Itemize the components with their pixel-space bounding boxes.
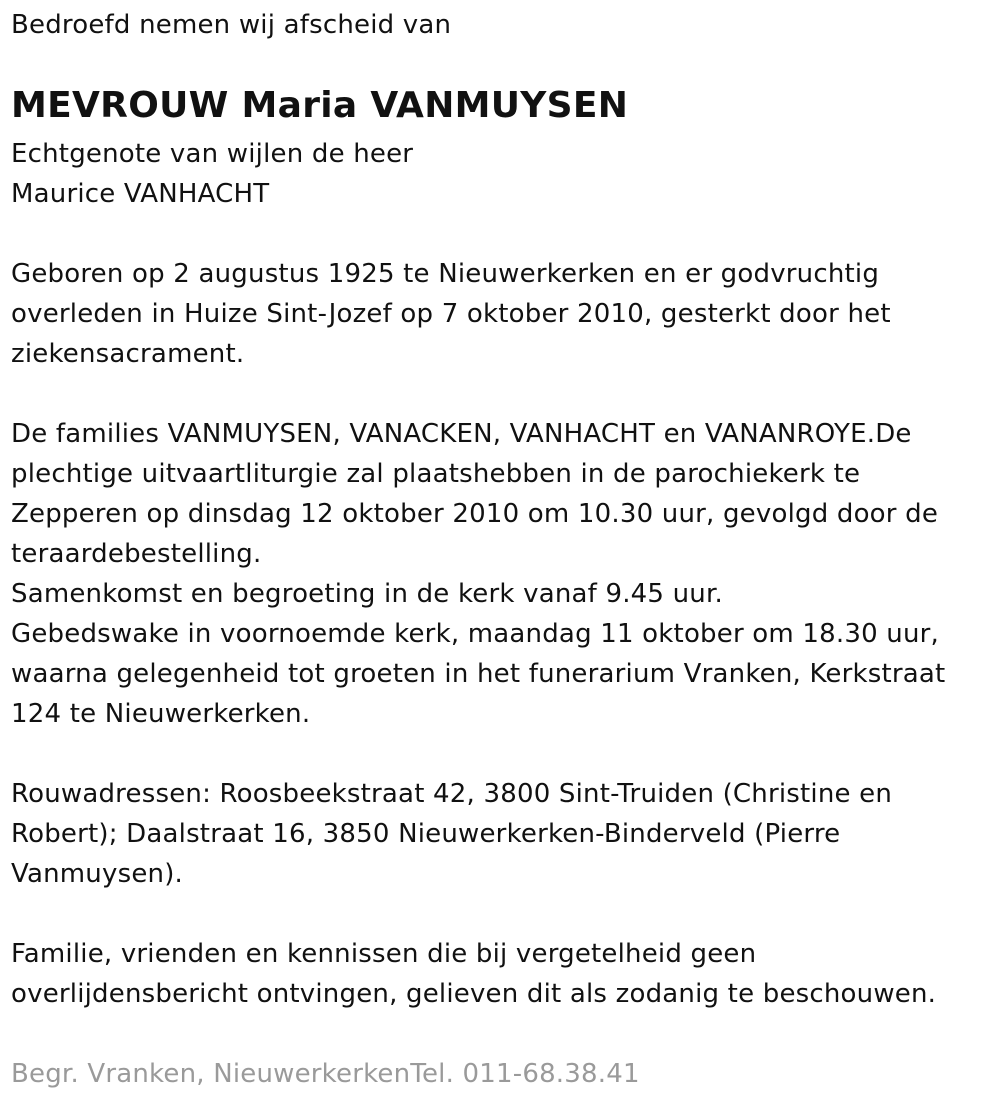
- spouse-block: [11, 134, 413, 214]
- paragraph-line: Zepperen op dinsdag 12 oktober 2010 om 10.30 uur, gevolgd door de: [11, 499, 939, 529]
- spouse-line: Maurice VANHACHT: [11, 179, 270, 209]
- funeral-paragraph: [11, 414, 945, 734]
- paragraph-line: 124 te Nieuwerkerken.: [11, 699, 311, 729]
- paragraph-line: teraardebestelling.: [11, 539, 262, 569]
- intro-text: Bedroefd nemen wij afscheid van: [11, 10, 452, 40]
- paragraph-line: ziekensacrament.: [11, 339, 245, 369]
- deceased-name: MEVROUW Maria VANMUYSEN: [11, 85, 629, 126]
- paragraph-line: Familie, vrienden en kennissen die bij vergetelheid geen: [11, 939, 757, 969]
- birth-death-paragraph: [11, 254, 891, 374]
- paragraph-line: Geboren op 2 augustus 1925 te Nieuwerkerken en er godvruchtig: [11, 259, 880, 289]
- funeral-home-contact: Begr. Vranken, NieuwerkerkenTel. 011-68.38.41: [11, 1059, 640, 1089]
- paragraph-line: Gebedswake in voornoemde kerk, maandag 11 oktober om 18.30 uur,: [11, 619, 940, 649]
- notice-paragraph: [11, 934, 936, 1014]
- paragraph-line: De families VANMUYSEN, VANACKEN, VANHACHT en VANANROYE.De: [11, 419, 912, 449]
- paragraph-line: Samenkomst en begroeting in de kerk vanaf 9.45 uur.: [11, 579, 723, 609]
- spouse-line: Echtgenote van wijlen de heer: [11, 139, 414, 169]
- paragraph-line: overlijdensbericht ontvingen, gelieven dit als zodanig te beschouwen.: [11, 979, 937, 1009]
- paragraph-line: Rouwadressen: Roosbeekstraat 42, 3800 Sint-Truiden (Christine en: [11, 779, 893, 809]
- paragraph-line: Vanmuysen).: [11, 859, 183, 889]
- paragraph-line: overleden in Huize Sint-Jozef op 7 oktober 2010, gesterkt door het: [11, 299, 891, 329]
- mourning-addresses: [11, 774, 892, 894]
- paragraph-line: Robert); Daalstraat 16, 3850 Nieuwerkerken-Binderveld (Pierre: [11, 819, 841, 849]
- paragraph-line: plechtige uitvaartliturgie zal plaatshebben in de parochiekerk te: [11, 459, 861, 489]
- paragraph-line: waarna gelegenheid tot groeten in het funerarium Vranken, Kerkstraat: [11, 659, 946, 689]
